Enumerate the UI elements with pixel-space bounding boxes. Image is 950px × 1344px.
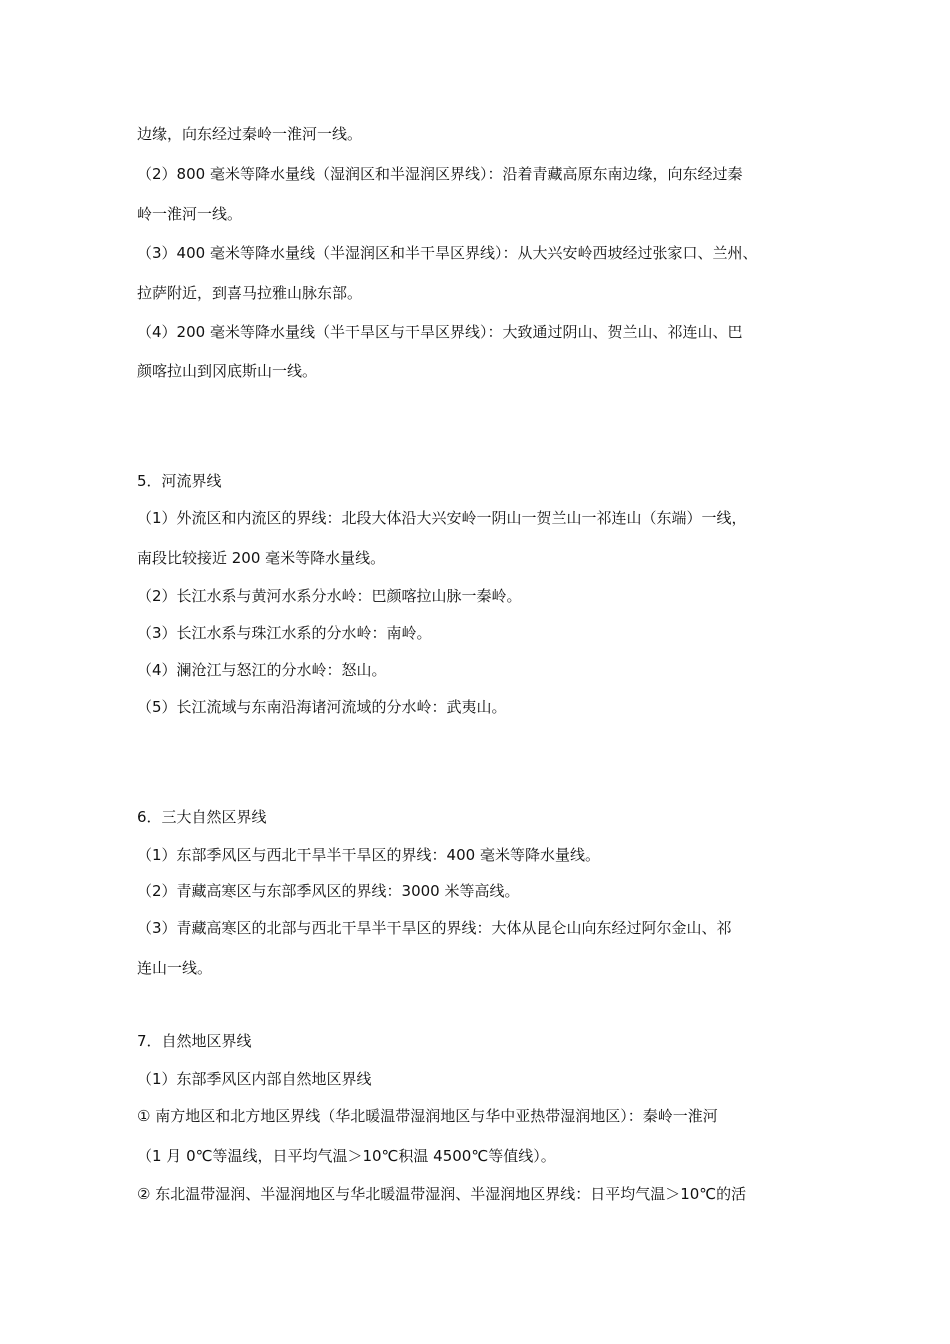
- section-heading: 6．三大自然区界线: [137, 808, 267, 826]
- text-line: （3）青藏高寒区的北部与西北干旱半干旱区的界线：大体从昆仑山向东经过阿尔金山、祁: [137, 919, 732, 937]
- text-line: ① 南方地区和北方地区界线（华北暖温带湿润地区与华中亚热带湿润地区）：秦岭一淮河: [137, 1107, 718, 1125]
- text-line: （1）东部季风区与西北干旱半干旱区的界线：400 毫米等降水量线。: [137, 846, 600, 864]
- text-line: （5）长江流域与东南沿海诸河流域的分水岭：武夷山。: [137, 698, 507, 716]
- section-heading: 7．自然地区界线: [137, 1032, 252, 1050]
- text-line: （3）长江水系与珠江水系的分水岭：南岭。: [137, 624, 432, 642]
- text-line: （1）外流区和内流区的界线：北段大体沿大兴安岭一阴山一贺兰山一祁连山（东端）一线，: [137, 509, 747, 527]
- section-heading: 5．河流界线: [137, 472, 222, 490]
- text-line: （1 月 0℃等温线，日平均气温＞10℃积温 4500℃等值线）。: [137, 1147, 556, 1165]
- text-line: 颜喀拉山到冈底斯山一线。: [137, 362, 318, 380]
- text-line: （1）东部季风区内部自然地区界线: [137, 1070, 372, 1088]
- text-line: （4）200 毫米等降水量线（半干旱区与干旱区界线）：大致通过阴山、贺兰山、祁连山、巴: [137, 323, 743, 341]
- text-line: ② 东北温带湿润、半湿润地区与华北暖温带湿润、半湿润地区界线：日平均气温＞10℃的活: [137, 1185, 747, 1203]
- text-line: （2）青藏高寒区与东部季风区的界线：3000 米等高线。: [137, 882, 520, 900]
- text-line: 岭一淮河一线。: [137, 205, 243, 223]
- text-line: （2）长江水系与黄河水系分水岭：巴颜喀拉山脉一秦岭。: [137, 587, 522, 605]
- text-line: 南段比较接近 200 毫米等降水量线。: [137, 549, 386, 567]
- text-line: 边缘，向东经过秦岭一淮河一线。: [137, 125, 363, 143]
- text-line: （4）澜沧江与怒江的分水岭：怒山。: [137, 661, 387, 679]
- text-line: （2）800 毫米等降水量线（湿润区和半湿润区界线）：沿着青藏高原东南边缘，向东经过秦: [137, 165, 743, 183]
- text-line: （3）400 毫米等降水量线（半湿润区和半干旱区界线）：从大兴安岭西坡经过张家口、兰州、: [137, 244, 758, 262]
- text-line: 连山一线。: [137, 959, 213, 977]
- text-line: 拉萨附近，到喜马拉雅山脉东部。: [137, 284, 363, 302]
